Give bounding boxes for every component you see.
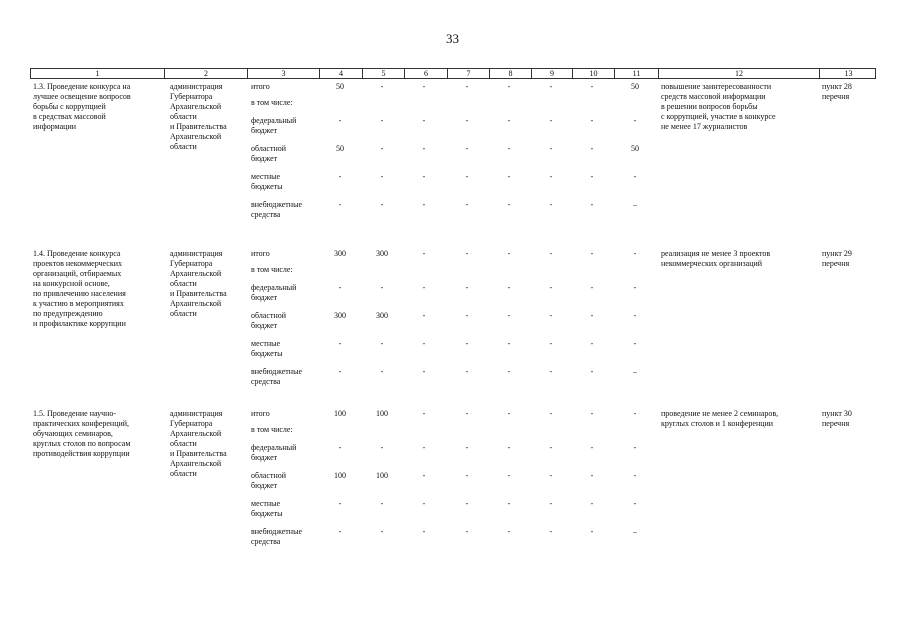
- funding-value: -: [465, 339, 469, 348]
- funding-source-label: в том числе:: [251, 425, 293, 434]
- funding-value: -: [465, 172, 469, 181]
- funding-value: -: [590, 367, 594, 376]
- funding-source-label: областной бюджет: [251, 144, 287, 163]
- funding-value: -: [549, 409, 553, 418]
- funding-value: -: [549, 82, 553, 91]
- funding-source-label: местные бюджеты: [251, 172, 283, 191]
- funding-value: -: [465, 311, 469, 320]
- funding-value: -: [549, 200, 553, 209]
- funding-value: -: [549, 144, 553, 153]
- result-text: реализация не менее 3 проектов некоммерческих организаций: [661, 249, 771, 268]
- funding-source-label: внебюджетные средства: [251, 527, 302, 546]
- funding-value: 300: [334, 249, 346, 258]
- funding-value: -: [549, 339, 553, 348]
- funding-source-label: местные бюджеты: [251, 339, 283, 358]
- funding-value: -: [465, 367, 469, 376]
- funding-value: -: [380, 144, 384, 153]
- funding-value: -: [507, 367, 511, 376]
- funding-value: -: [549, 283, 553, 292]
- result-text: проведение не менее 2 семинаров, круглых столов и 1 конференции: [661, 409, 779, 428]
- header-col-10: 10: [572, 69, 614, 79]
- funding-value: -: [338, 527, 342, 536]
- measure-text: 1.3. Проведение конкурса на лучшее освещение вопросов борьбы с коррупцией в средствах массовой информации: [33, 82, 131, 131]
- funding-value: -: [380, 116, 384, 125]
- funding-value: -: [465, 200, 469, 209]
- header-col-1: 1: [95, 69, 100, 78]
- funding-value: -: [380, 339, 384, 348]
- funding-source-label: областной бюджет: [251, 311, 287, 330]
- funding-value: -: [507, 116, 511, 125]
- funding-value: 50: [631, 82, 639, 91]
- funding-value: -: [422, 82, 426, 91]
- funding-value: -: [380, 499, 384, 508]
- funding-value: 100: [376, 471, 388, 480]
- funding-value: -: [422, 200, 426, 209]
- funding-source-label: итого: [251, 82, 270, 91]
- funding-value: -: [465, 527, 469, 536]
- funding-value: -: [380, 283, 384, 292]
- funding-value: -: [633, 409, 637, 418]
- funding-value: -: [590, 200, 594, 209]
- reference-text: пункт 29 перечня: [822, 249, 852, 268]
- funding-value: -: [507, 283, 511, 292]
- executor-text: администрация Губернатора Архангельской области и Правительства Архангельской области: [170, 249, 227, 318]
- funding-value: -: [465, 409, 469, 418]
- funding-value: -: [422, 144, 426, 153]
- funding-value: -: [422, 527, 426, 536]
- funding-value: -: [380, 367, 384, 376]
- funding-value: -: [507, 471, 511, 480]
- funding-value: -: [338, 172, 342, 181]
- funding-value: -: [422, 471, 426, 480]
- reference-text: пункт 30 перечня: [822, 409, 852, 428]
- funding-value: -: [549, 499, 553, 508]
- funding-value: -: [633, 311, 637, 320]
- header-col-6: 6: [404, 69, 447, 79]
- funding-value: -: [590, 443, 594, 452]
- funding-source-label: итого: [251, 249, 270, 258]
- funding-value: -: [338, 499, 342, 508]
- header-col-5: 5: [362, 69, 404, 79]
- funding-value: -: [422, 339, 426, 348]
- funding-source-label: итого: [251, 409, 270, 418]
- funding-value: -: [590, 527, 594, 536]
- funding-value: -: [549, 311, 553, 320]
- funding-value: -: [507, 172, 511, 181]
- funding-value: -: [465, 116, 469, 125]
- funding-value: 50: [631, 144, 639, 153]
- funding-value: -: [507, 499, 511, 508]
- funding-value: -: [380, 200, 384, 209]
- funding-value: -: [380, 527, 384, 536]
- funding-value: –: [633, 527, 637, 536]
- page-number: 33: [446, 31, 459, 46]
- funding-value: -: [549, 471, 553, 480]
- measure-text: 1.5. Проведение научно- практических конференций, обучающих семинаров, круглых столов по вопросам противодействия коррупции: [33, 409, 131, 458]
- funding-value: -: [590, 249, 594, 258]
- funding-source-label: в том числе:: [251, 265, 293, 274]
- funding-value: –: [633, 200, 637, 209]
- funding-value: -: [380, 82, 384, 91]
- funding-value: -: [633, 283, 637, 292]
- funding-source-label: федеральный бюджет: [251, 283, 297, 302]
- funding-value: -: [338, 200, 342, 209]
- funding-value: -: [590, 471, 594, 480]
- funding-value: -: [507, 200, 511, 209]
- funding-value: -: [465, 443, 469, 452]
- funding-value: -: [633, 499, 637, 508]
- funding-value: 300: [334, 311, 346, 320]
- header-col-7: 7: [447, 69, 489, 79]
- header-col-8: 8: [489, 69, 531, 79]
- header-col-4: 4: [319, 69, 362, 79]
- reference-text: пункт 28 перечня: [822, 82, 852, 101]
- funding-value: 100: [334, 409, 346, 418]
- funding-value: -: [465, 144, 469, 153]
- funding-value: -: [507, 249, 511, 258]
- funding-source-label: федеральный бюджет: [251, 443, 297, 462]
- funding-value: -: [422, 249, 426, 258]
- executor-text: администрация Губернатора Архангельской области и Правительства Архангельской области: [170, 82, 227, 151]
- funding-value: -: [507, 409, 511, 418]
- funding-source-label: местные бюджеты: [251, 499, 283, 518]
- funding-value: -: [422, 116, 426, 125]
- funding-value: -: [422, 283, 426, 292]
- funding-value: -: [507, 527, 511, 536]
- funding-value: –: [633, 367, 637, 376]
- funding-value: -: [465, 82, 469, 91]
- funding-value: -: [422, 499, 426, 508]
- funding-value: -: [590, 172, 594, 181]
- funding-source-label: внебюджетные средства: [251, 367, 302, 386]
- funding-value: -: [465, 249, 469, 258]
- funding-value: -: [380, 443, 384, 452]
- funding-value: -: [590, 499, 594, 508]
- funding-value: 50: [336, 144, 344, 153]
- funding-value: -: [507, 144, 511, 153]
- funding-value: 100: [376, 409, 388, 418]
- funding-value: -: [465, 499, 469, 508]
- funding-value: -: [633, 249, 637, 258]
- funding-value: 300: [376, 249, 388, 258]
- header-col-3: 3: [247, 69, 319, 79]
- funding-value: -: [338, 367, 342, 376]
- funding-value: -: [633, 172, 637, 181]
- funding-value: -: [422, 311, 426, 320]
- funding-value: -: [338, 339, 342, 348]
- funding-source-label: внебюджетные средства: [251, 200, 302, 219]
- funding-value: -: [507, 443, 511, 452]
- funding-value: -: [549, 249, 553, 258]
- funding-value: -: [338, 116, 342, 125]
- funding-source-label: областной бюджет: [251, 471, 287, 490]
- funding-value: -: [422, 409, 426, 418]
- funding-value: 300: [376, 311, 388, 320]
- funding-source-label: федеральный бюджет: [251, 116, 297, 135]
- funding-value: -: [465, 283, 469, 292]
- funding-value: -: [633, 471, 637, 480]
- table-header: [30, 68, 876, 79]
- funding-value: -: [507, 82, 511, 91]
- funding-value: -: [590, 82, 594, 91]
- header-col-13: 13: [819, 69, 877, 79]
- funding-value: -: [549, 443, 553, 452]
- measure-text: 1.4. Проведение конкурса проектов некоммерческих организаций, отбираемых на конкурсной основе, по привлечению населения к участию в мероприятиях по предупреждению и профилактике коррупции: [33, 249, 126, 328]
- funding-value: -: [549, 116, 553, 125]
- header-col-9: 9: [531, 69, 572, 79]
- funding-value: -: [549, 367, 553, 376]
- funding-value: -: [590, 339, 594, 348]
- funding-value: -: [590, 283, 594, 292]
- funding-value: -: [633, 443, 637, 452]
- funding-value: -: [422, 172, 426, 181]
- executor-text: администрация Губернатора Архангельской области и Правительства Архангельской области: [170, 409, 227, 478]
- funding-value: -: [633, 116, 637, 125]
- funding-value: -: [338, 443, 342, 452]
- funding-value: -: [590, 116, 594, 125]
- funding-value: -: [422, 367, 426, 376]
- funding-value: -: [633, 339, 637, 348]
- funding-value: -: [549, 527, 553, 536]
- funding-value: -: [507, 339, 511, 348]
- header-col-12: 12: [658, 69, 819, 79]
- funding-value: -: [590, 409, 594, 418]
- header-col-2: 2: [164, 69, 247, 79]
- funding-value: -: [549, 172, 553, 181]
- funding-value: -: [338, 283, 342, 292]
- funding-value: 50: [336, 82, 344, 91]
- header-col-11: 11: [614, 69, 658, 79]
- funding-value: -: [465, 471, 469, 480]
- funding-source-label: в том числе:: [251, 98, 293, 107]
- funding-value: -: [590, 311, 594, 320]
- funding-value: -: [380, 172, 384, 181]
- funding-value: 100: [334, 471, 346, 480]
- funding-value: -: [422, 443, 426, 452]
- result-text: повышение заинтересованности средств массовой информации в решении вопросов борьбы с коррупцией, участие в конкурсе не менее 17 журналистов: [661, 82, 776, 131]
- funding-value: -: [590, 144, 594, 153]
- funding-value: -: [507, 311, 511, 320]
